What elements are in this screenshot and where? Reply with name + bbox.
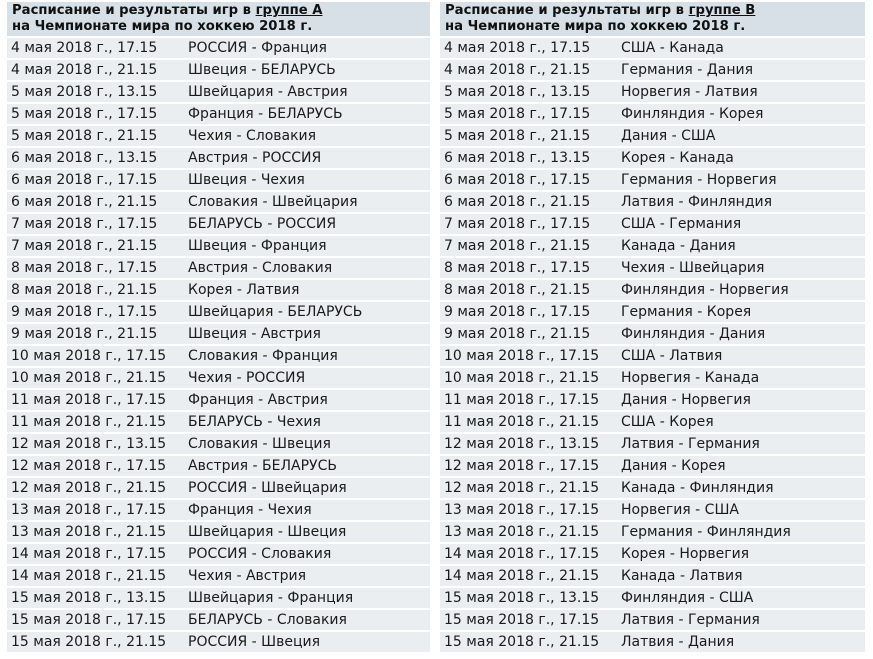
game-match: Дания - Норвегия [621,392,751,408]
game-row [440,412,865,432]
game-match: Дания - Корея [621,458,726,474]
game-match: США - Канада [621,40,724,56]
game-date: 14 мая 2018 г., 17.15 [444,546,600,562]
game-match: Словакия - Швеция [188,436,331,452]
game-row [440,346,865,366]
game-date: 7 мая 2018 г., 21.15 [444,238,591,254]
game-row [7,148,430,168]
game-row [7,126,430,146]
game-date: 13 мая 2018 г., 17.15 [444,502,600,518]
game-row [440,368,865,388]
game-match: РОССИЯ - Швеция [188,634,321,650]
game-row [7,236,430,256]
game-date: 9 мая 2018 г., 21.15 [11,326,158,342]
game-date: 6 мая 2018 г., 13.15 [11,150,158,166]
game-match: Словакия - Швейцария [188,194,358,210]
game-date: 5 мая 2018 г., 13.15 [444,84,591,100]
game-row [440,456,865,476]
game-match: Швеция - Франция [188,238,327,254]
game-match: Латвия - Финляндия [621,194,773,210]
group-b-header [440,2,865,36]
game-row [440,302,865,322]
game-date: 15 мая 2018 г., 17.15 [11,612,167,628]
game-match: Дания - США [621,128,716,144]
game-match: Корея - Норвегия [621,546,750,562]
game-row [7,38,430,58]
game-row [7,390,430,410]
game-date: 11 мая 2018 г., 17.15 [444,392,600,408]
game-match: Швейцария - Франция [188,590,354,606]
game-date: 5 мая 2018 г., 17.15 [11,106,158,122]
game-match: Финляндия - Норвегия [621,282,789,298]
game-match: Германия - Дания [621,62,753,78]
game-date: 7 мая 2018 г., 21.15 [11,238,158,254]
game-row [440,478,865,498]
game-date: 9 мая 2018 г., 17.15 [11,304,158,320]
game-date: 6 мая 2018 г., 17.15 [11,172,158,188]
game-match: Финляндия - США [621,590,754,606]
game-match: Швейцария - БЕЛАРУСЬ [188,304,363,320]
game-date: 6 мая 2018 г., 21.15 [11,194,158,210]
game-date: 13 мая 2018 г., 21.15 [11,524,167,540]
game-date: 6 мая 2018 г., 13.15 [444,150,591,166]
group-b-link[interactable]: группе В [688,3,756,18]
game-match: Корея - Канада [621,150,734,166]
game-row [440,258,865,278]
game-row [7,104,430,124]
group-b-games [440,38,865,652]
game-row [440,522,865,542]
game-match: БЕЛАРУСЬ - Словакия [188,612,347,628]
game-date: 14 мая 2018 г., 17.15 [11,546,167,562]
game-row [7,544,430,564]
game-date: 15 мая 2018 г., 21.15 [444,634,600,650]
game-date: 9 мая 2018 г., 17.15 [444,304,591,320]
game-row [7,500,430,520]
game-row [7,478,430,498]
game-row [440,566,865,586]
game-row [7,346,430,366]
game-match: Австрия - Словакия [188,260,333,276]
group-b-header-line2: на Чемпионате мира по хоккею 2018 г. [445,18,746,34]
game-match: РОССИЯ - Швейцария [188,480,347,496]
game-date: 14 мая 2018 г., 21.15 [444,568,600,584]
game-row [7,368,430,388]
game-date: 12 мая 2018 г., 21.15 [11,480,167,496]
group-b-table [440,2,865,654]
game-match: Австрия - РОССИЯ [188,150,322,166]
game-row [7,610,430,630]
game-match: Норвегия - Латвия [621,84,758,100]
game-row [7,170,430,190]
game-date: 8 мая 2018 г., 17.15 [444,260,591,276]
game-date: 13 мая 2018 г., 17.15 [11,502,167,518]
game-date: 7 мая 2018 г., 17.15 [444,216,591,232]
game-row [440,434,865,454]
game-row [440,38,865,58]
game-row [7,302,430,322]
game-match: Чехия - Швейцария [621,260,765,276]
game-row [440,544,865,564]
group-a-table [7,2,430,654]
game-date: 8 мая 2018 г., 17.15 [11,260,158,276]
game-row [440,60,865,80]
game-date: 15 мая 2018 г., 21.15 [11,634,167,650]
game-match: Швеция - Чехия [188,172,305,188]
game-row [440,170,865,190]
game-date: 7 мая 2018 г., 17.15 [11,216,158,232]
game-date: 8 мая 2018 г., 21.15 [11,282,158,298]
game-row [7,324,430,344]
game-date: 14 мая 2018 г., 21.15 [11,568,167,584]
game-match: Чехия - Словакия [188,128,317,144]
game-match: Швейцария - Австрия [188,84,348,100]
group-a-link[interactable]: группе А [255,3,323,18]
game-row [7,434,430,454]
group-b-header-prefix: Расписание и результаты игр в [445,3,689,18]
game-match: Финляндия - Корея [621,106,764,122]
game-match: Франция - БЕЛАРУСЬ [188,106,343,122]
game-match: Латвия - Германия [621,436,760,452]
game-row [440,588,865,608]
game-date: 4 мая 2018 г., 21.15 [11,62,158,78]
game-row [440,236,865,256]
game-match: Швеция - БЕЛАРУСЬ [188,62,336,78]
game-match: Норвегия - Канада [621,370,760,386]
game-row [7,522,430,542]
game-match: Канада - Латвия [621,568,743,584]
game-row [440,280,865,300]
game-match: США - Германия [621,216,742,232]
game-row [7,258,430,278]
game-match: Чехия - Австрия [188,568,307,584]
game-date: 13 мая 2018 г., 21.15 [444,524,600,540]
game-match: Канада - Финляндия [621,480,774,496]
game-row [7,192,430,212]
game-row [440,126,865,146]
group-b-header-line1 [445,3,861,19]
game-row [7,412,430,432]
game-row [7,632,430,652]
game-row [7,214,430,234]
game-date: 12 мая 2018 г., 13.15 [444,436,600,452]
game-date: 10 мая 2018 г., 17.15 [444,348,600,364]
game-date: 11 мая 2018 г., 21.15 [444,414,600,430]
game-date: 12 мая 2018 г., 21.15 [444,480,600,496]
game-date: 12 мая 2018 г., 17.15 [444,458,600,474]
game-match: Франция - Австрия [188,392,328,408]
game-date: 5 мая 2018 г., 17.15 [444,106,591,122]
game-date: 15 мая 2018 г., 17.15 [444,612,600,628]
game-row [440,610,865,630]
game-row [440,632,865,652]
game-match: Австрия - БЕЛАРУСЬ [188,458,337,474]
game-match: Швейцария - Швеция [188,524,347,540]
game-row [7,566,430,586]
game-row [7,280,430,300]
game-match: США - Корея [621,414,714,430]
game-row [7,60,430,80]
game-match: РОССИЯ - Франция [188,40,327,56]
game-row [440,104,865,124]
game-match: РОССИЯ - Словакия [188,546,332,562]
game-match: Финляндия - Дания [621,326,766,342]
game-date: 15 мая 2018 г., 13.15 [11,590,167,606]
group-a-header [7,2,430,36]
game-match: Франция - Чехия [188,502,312,518]
game-date: 4 мая 2018 г., 17.15 [11,40,158,56]
game-row [440,192,865,212]
group-a-header-line1 [12,3,426,19]
group-a-games [7,38,430,652]
game-match: США - Латвия [621,348,723,364]
game-date: 10 мая 2018 г., 21.15 [444,370,600,386]
game-row [440,390,865,410]
game-date: 5 мая 2018 г., 13.15 [11,84,158,100]
game-date: 11 мая 2018 г., 21.15 [11,414,167,430]
game-match: БЕЛАРУСЬ - Чехия [188,414,321,430]
game-date: 11 мая 2018 г., 17.15 [11,392,167,408]
game-match: Латвия - Германия [621,612,760,628]
group-a-header-line2: на Чемпионате мира по хоккею 2018 г. [12,18,313,34]
game-match: Германия - Финляндия [621,524,791,540]
game-row [440,500,865,520]
game-row [440,214,865,234]
game-row [440,148,865,168]
game-match: Германия - Норвегия [621,172,777,188]
group-a-header-prefix: Расписание и результаты игр в [12,3,256,18]
game-date: 8 мая 2018 г., 21.15 [444,282,591,298]
game-date: 6 мая 2018 г., 17.15 [444,172,591,188]
game-date: 5 мая 2018 г., 21.15 [444,128,591,144]
game-date: 5 мая 2018 г., 21.15 [11,128,158,144]
game-row [440,82,865,102]
game-match: Корея - Латвия [188,282,300,298]
game-match: БЕЛАРУСЬ - РОССИЯ [188,216,337,232]
game-date: 9 мая 2018 г., 21.15 [444,326,591,342]
game-row [7,588,430,608]
game-row [7,82,430,102]
game-date: 6 мая 2018 г., 21.15 [444,194,591,210]
game-match: Латвия - Дания [621,634,735,650]
game-match: Канада - Дания [621,238,736,254]
game-date: 4 мая 2018 г., 17.15 [444,40,591,56]
game-date: 15 мая 2018 г., 13.15 [444,590,600,606]
game-date: 12 мая 2018 г., 13.15 [11,436,167,452]
game-match: Чехия - РОССИЯ [188,370,306,386]
game-row [440,324,865,344]
game-match: Германия - Корея [621,304,752,320]
game-date: 12 мая 2018 г., 17.15 [11,458,167,474]
game-match: Швеция - Австрия [188,326,321,342]
game-date: 10 мая 2018 г., 21.15 [11,370,167,386]
game-date: 4 мая 2018 г., 21.15 [444,62,591,78]
game-match: Словакия - Франция [188,348,338,364]
game-match: Норвегия - США [621,502,739,518]
game-date: 10 мая 2018 г., 17.15 [11,348,167,364]
game-row [7,456,430,476]
